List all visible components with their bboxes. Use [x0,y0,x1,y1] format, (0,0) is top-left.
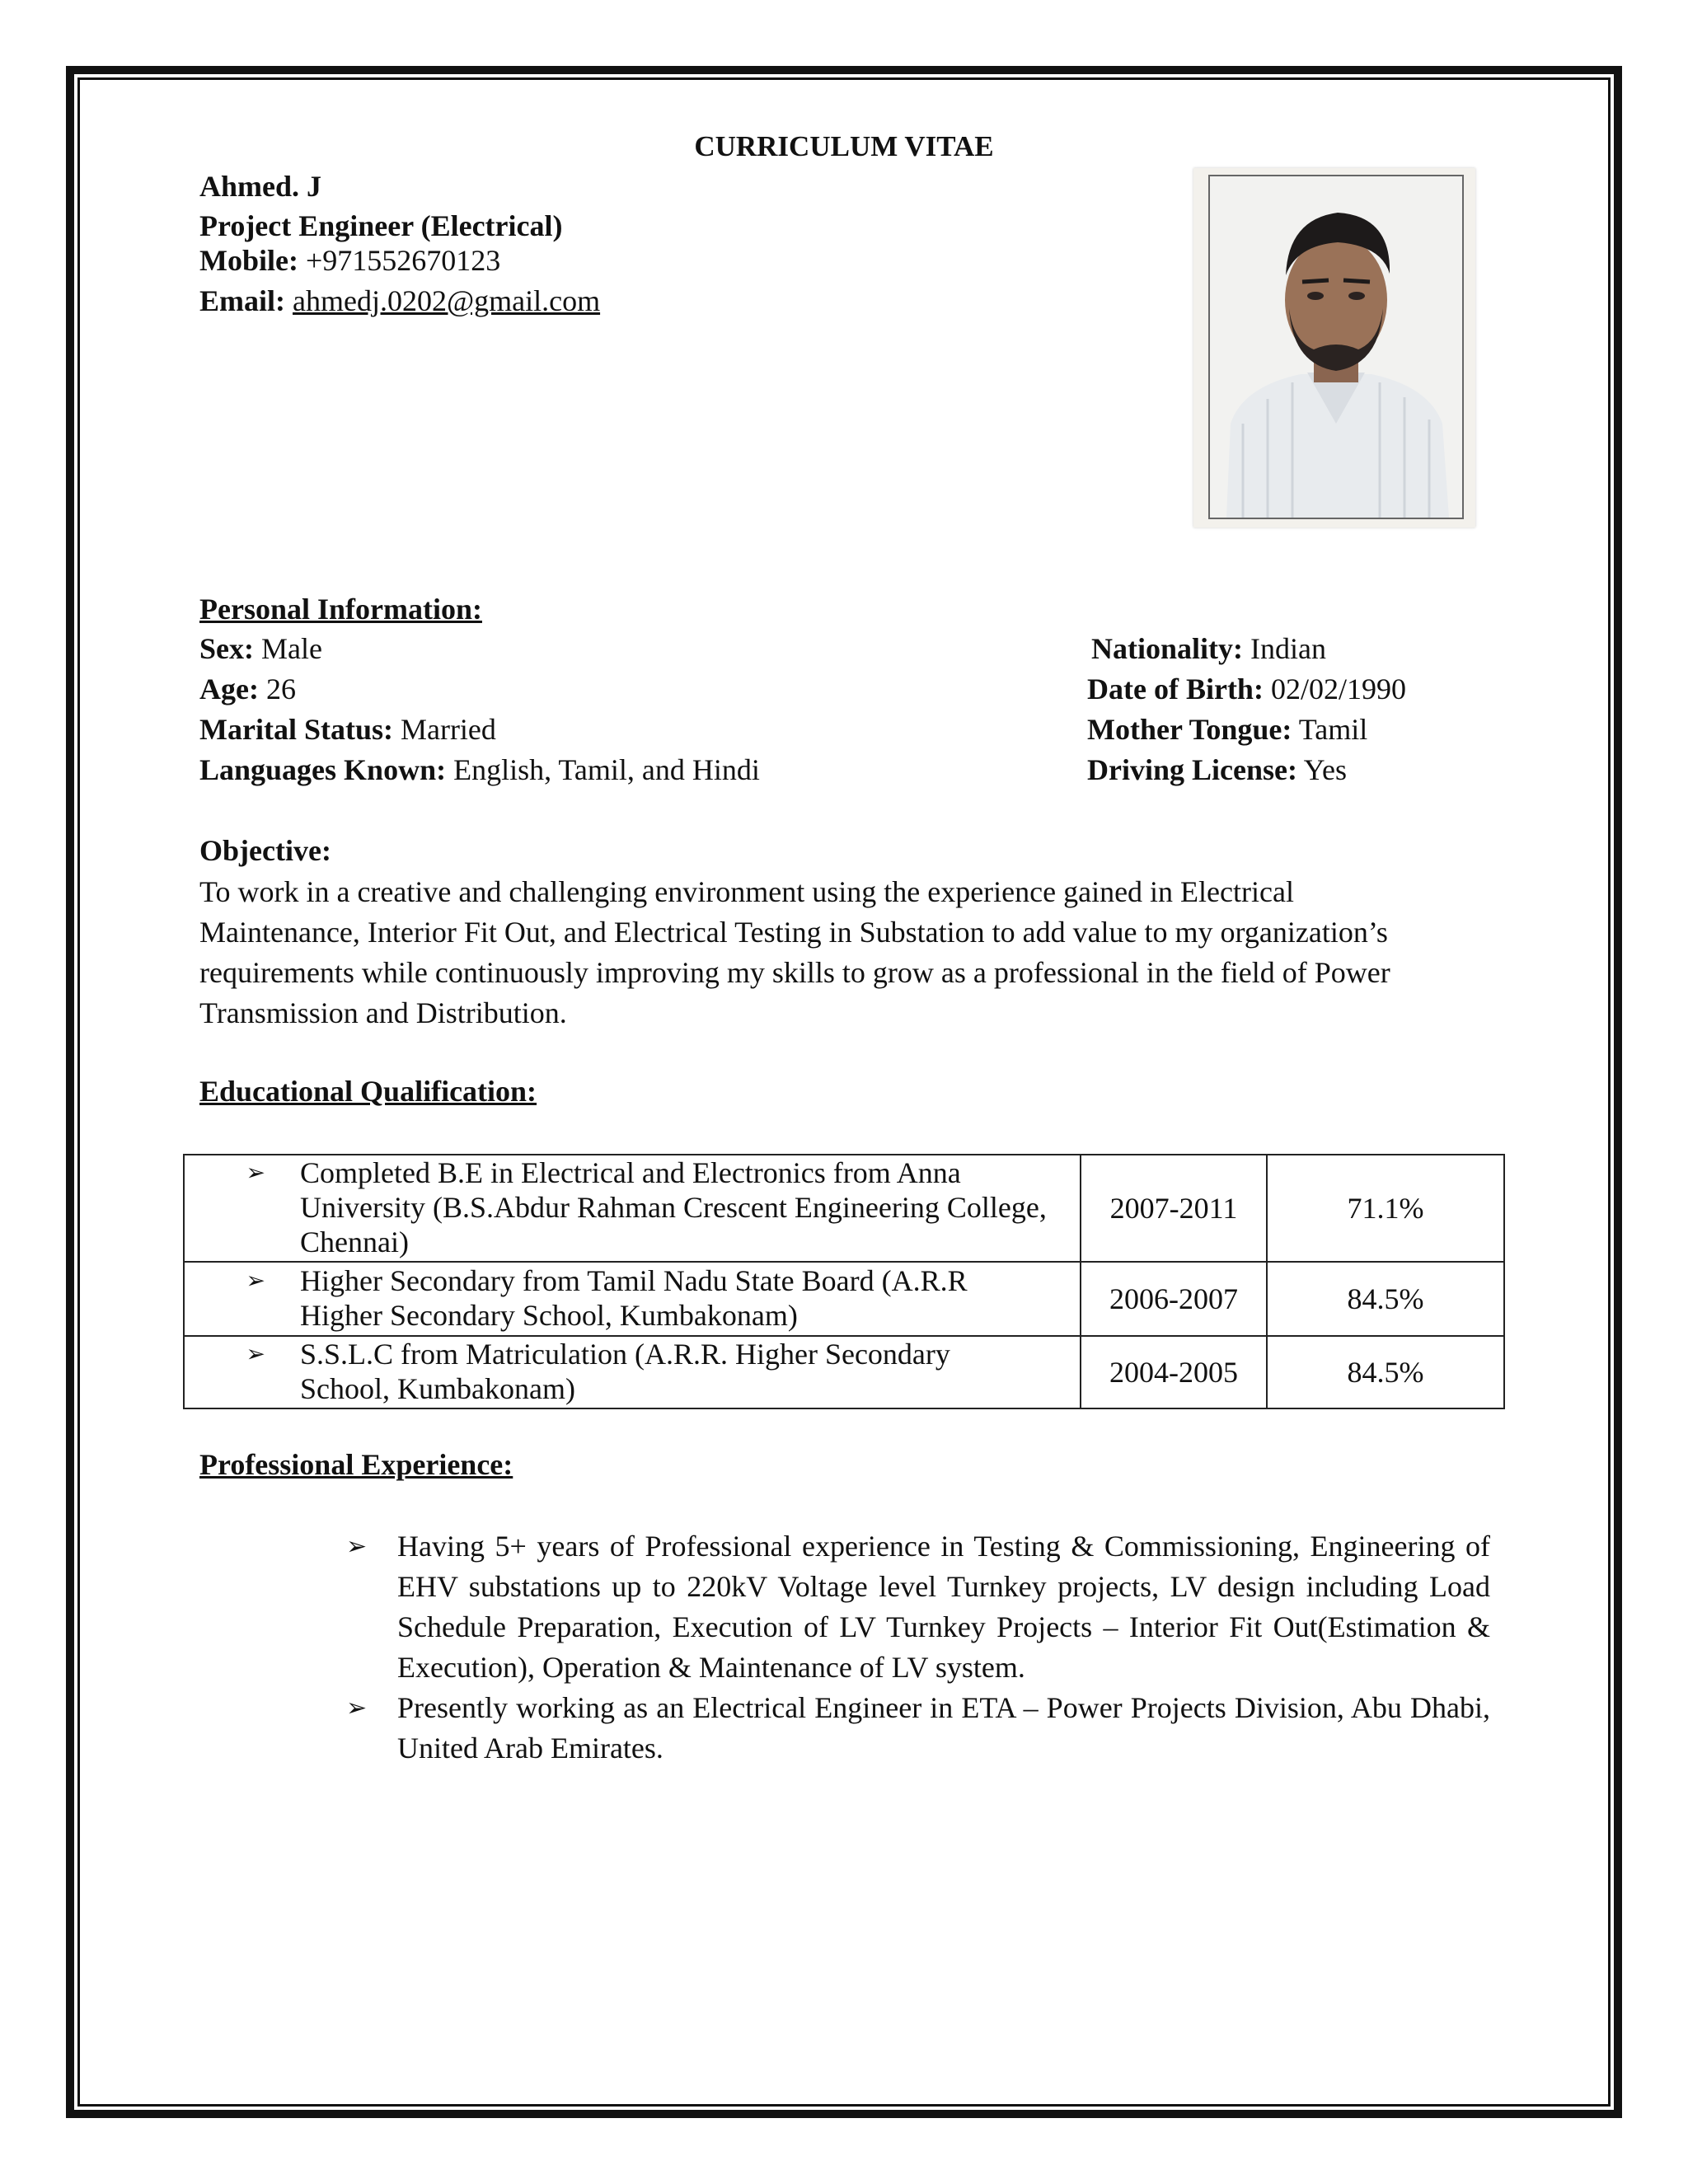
dob-value: 02/02/1990 [1270,673,1406,705]
education-description [184,1262,1081,1336]
sex-value: Male [261,632,322,665]
table-row [184,1155,1504,1262]
education-line: Higher Secondary School, Kumbakonam) [300,1299,798,1332]
education-text [300,1155,1067,1259]
education-score: 84.5% [1267,1262,1504,1336]
personal-left-row [199,713,496,746]
email-line [199,284,600,317]
email-link[interactable]: ahmedj.0202@gmail.com [293,284,601,317]
objective-line: requirements while continuously improving my skills to grow as a professional in the field of Power [199,956,1390,989]
experience-item: Presently working as an Electrical Engineer in ETA – Power Projects Division, Abu Dhabi, United Arab Emirates. [397,1691,1490,1765]
nationality-value: Indian [1250,632,1326,665]
education-table [183,1154,1505,1409]
table-row [184,1336,1504,1408]
personal-left-row [199,753,760,786]
marital-status-label: Marital Status: [199,713,393,746]
list-item [185,1263,1067,1333]
driving-license-label: Driving License: [1087,753,1297,786]
list-item [346,1688,1490,1769]
languages-label: Languages Known: [199,753,447,786]
languages-value: English, Tamil, and Hindi [453,753,760,786]
marital-status-value: Married [400,713,496,746]
age-label: Age: [199,673,259,705]
candidate-name: Ahmed. J [199,170,322,203]
table-row [184,1262,1504,1336]
driving-license-value: Yes [1303,753,1348,786]
document-title: CURRICULUM VITAE [694,130,994,162]
education-score: 84.5% [1267,1336,1504,1408]
list-item [185,1337,1067,1406]
mother-tongue-value: Tamil [1298,713,1368,746]
list-item [185,1155,1067,1259]
personal-right-row [1087,753,1347,786]
dob-label: Date of Birth: [1087,673,1264,705]
mobile-label: Mobile: [199,244,298,277]
personal-info-heading: Personal Information: [199,593,482,626]
experience-list [346,1526,1490,1769]
bullet-arrow-icon: ➢ [346,1532,368,1561]
profile-photo [1193,168,1475,527]
education-line: Higher Secondary from Tamil Nadu State Board (A.R.R [300,1264,968,1297]
candidate-position: Project Engineer (Electrical) [199,209,563,242]
education-description [184,1155,1081,1262]
bullet-arrow-icon: ➢ [246,1159,265,1186]
mobile-line [199,244,500,277]
age-value: 26 [265,673,296,705]
personal-left-row [199,673,296,705]
nationality-label: Nationality: [1091,632,1243,665]
objective-text [199,872,1390,1033]
objective-heading: Objective: [199,834,331,867]
email-label: Email: [199,284,285,317]
education-description [184,1336,1081,1408]
education-line: University (B.S.Abdur Rahman Crescent Engineering College, [300,1191,1047,1224]
list-item [346,1526,1490,1688]
sex-label: Sex: [199,632,254,665]
education-years: 2004-2005 [1081,1336,1267,1408]
objective-line: Transmission and Distribution. [199,996,567,1029]
photo-frame [1208,175,1464,519]
personal-right-row [1091,632,1326,665]
experience-item: Having 5+ years of Professional experience in Testing & Commissioning, Engineering of EHV substations up to 220kV Voltage level Turnkey projects, LV design including Load Schedule Preparation, Execution of LV Turnkey Projects – Interior Fit Out(Estimation & Execution), Operation & Maintenance of LV system. [397,1530,1490,1684]
objective-line: To work in a creative and challenging environment using the experience gained in Electrical [199,875,1294,908]
portrait-illustration [1210,176,1462,518]
education-line: S.S.L.C from Matriculation (A.R.R. Higher Secondary [300,1338,950,1371]
education-heading: Educational Qualification: [199,1075,537,1108]
bullet-arrow-icon: ➢ [246,1267,265,1294]
objective-line: Maintenance, Interior Fit Out, and Electrical Testing in Substation to add value to my organization’s [199,916,1388,949]
education-text [300,1263,1067,1333]
education-years: 2006-2007 [1081,1262,1267,1336]
education-score: 71.1% [1267,1155,1504,1262]
mobile-value: +971552670123 [305,244,501,277]
bullet-arrow-icon: ➢ [346,1694,368,1722]
education-line: Completed B.E in Electrical and Electronics from Anna [300,1156,961,1189]
mother-tongue-label: Mother Tongue: [1087,713,1292,746]
education-text [300,1337,1067,1406]
personal-left-row [199,632,322,665]
personal-right-row [1087,673,1406,705]
education-line: Chennai) [300,1226,409,1258]
experience-heading: Professional Experience: [199,1448,513,1481]
bullet-arrow-icon: ➢ [246,1340,265,1367]
education-line: School, Kumbakonam) [300,1372,575,1405]
education-years: 2007-2011 [1081,1155,1267,1262]
personal-right-row [1087,713,1367,746]
